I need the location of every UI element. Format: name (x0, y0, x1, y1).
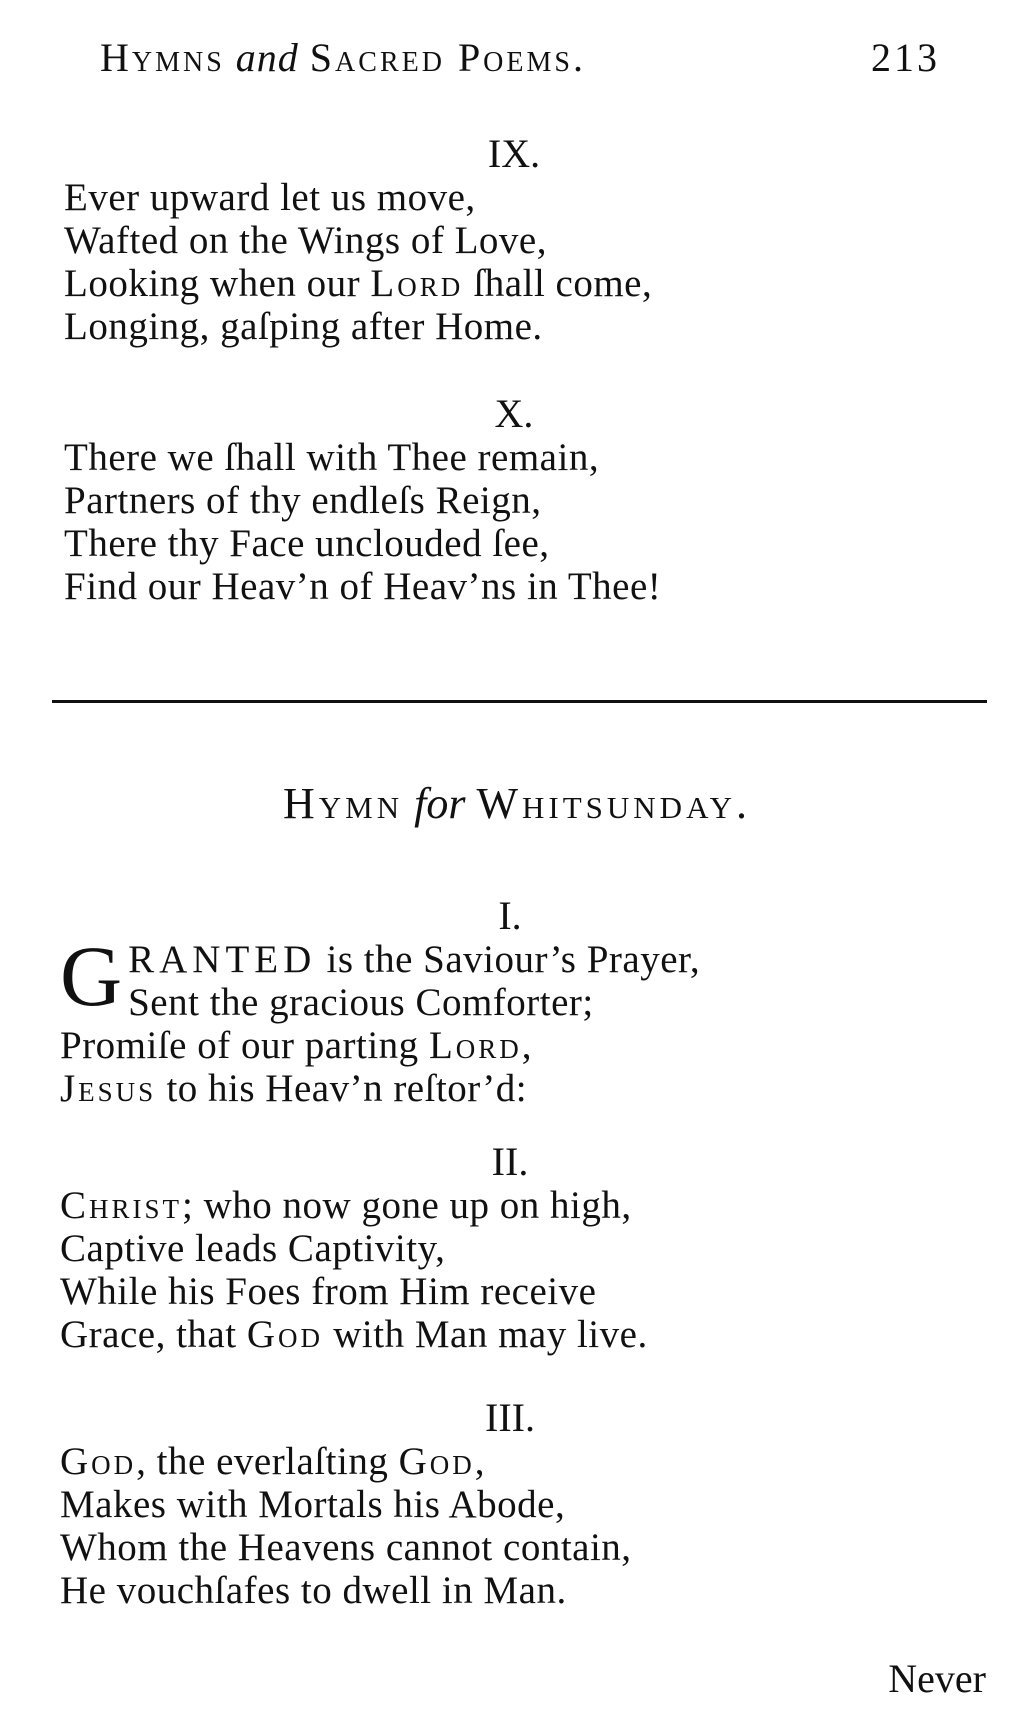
section-divider (52, 700, 987, 703)
divine-name: God (398, 1440, 475, 1483)
page-number: 213 (871, 35, 940, 80)
verse-line: There we ſhall with Thee remain, (64, 436, 600, 479)
verse-text: ; who now gone up on high, (182, 1184, 632, 1227)
hymn-title-word: Hymn (283, 779, 404, 828)
hymn-title-for: for (414, 779, 466, 828)
verse-text: is the Saviour’s Prayer, (326, 938, 701, 981)
divine-name: Christ (60, 1184, 183, 1227)
verse-text: with Man may live. (333, 1313, 648, 1356)
verse-line (64, 262, 964, 305)
verse-text: to his Heav’n reſtor’d: (166, 1067, 528, 1110)
drop-cap: G (60, 928, 123, 1024)
verse-line: Longing, gaſping after Home. (64, 305, 543, 348)
divine-name: Lord (370, 262, 464, 305)
verse-line: There thy Face unclouded ſee, (64, 522, 550, 565)
running-title-hymns: Hymns (100, 35, 225, 80)
verse-line: Ever upward let us move, (64, 176, 476, 219)
stanza-ii (60, 1140, 960, 1356)
divine-name: Lord, (428, 1024, 535, 1067)
running-header (100, 34, 960, 94)
stanza-numeral: X. (494, 391, 534, 436)
verse-line (60, 1313, 960, 1356)
verse-line: While his Foes from Him receive (60, 1270, 597, 1313)
verse-text: Promiſe of our parting (60, 1024, 419, 1067)
running-title-sacred-poems: Sacred Poems. (309, 35, 586, 80)
verse-line (60, 1024, 960, 1067)
verse-line: Wafted on the Wings of Love, (64, 219, 547, 262)
verse-text: Looking when our (64, 262, 361, 305)
stanza-iii (60, 1396, 960, 1612)
running-title-and: and (235, 35, 299, 80)
verse-line (60, 1067, 960, 1110)
verse-text: , (474, 1440, 485, 1483)
verse-text: RANTED (128, 938, 317, 981)
verse-line (60, 1440, 960, 1483)
hymn-title (0, 778, 1034, 829)
stanza-numeral: III. (485, 1395, 535, 1440)
stanza-i-opening (60, 928, 960, 1024)
stanza-numeral: I. (498, 893, 522, 938)
stanza-i (60, 894, 960, 1110)
divine-name: Jesus (60, 1067, 157, 1110)
divine-name: God (246, 1313, 323, 1356)
verse-text: ſhall come, (473, 262, 653, 305)
running-title (100, 34, 586, 81)
verse-line: Sent the gracious Comforter; (128, 981, 594, 1024)
stanza-numeral: II. (491, 1139, 529, 1184)
verse-text: , the everlaſting (136, 1440, 389, 1483)
divine-name: God (60, 1440, 137, 1483)
catchword: Never (888, 1656, 986, 1701)
verse-text: Grace, that (60, 1313, 237, 1356)
verse-line (60, 1184, 960, 1227)
verse-line: Captive leads Captivity, (60, 1227, 446, 1270)
verse-line: Find our Heav’n of Heav’ns in Thee! (64, 565, 662, 608)
verse-line (60, 938, 960, 981)
verse-line: Makes with Mortals his Abode, (60, 1483, 566, 1526)
verse-line: Partners of thy endleſs Reign, (64, 479, 542, 522)
verse-line: Whom the Heavens cannot contain, (60, 1526, 632, 1569)
stanza-ix (64, 132, 964, 348)
hymn-title-occasion: Whitsunday. (476, 779, 751, 828)
stanza-x (64, 392, 964, 608)
verse-line: He vouchſafes to dwell in Man. (60, 1569, 567, 1612)
stanza-numeral: IX. (487, 131, 541, 176)
